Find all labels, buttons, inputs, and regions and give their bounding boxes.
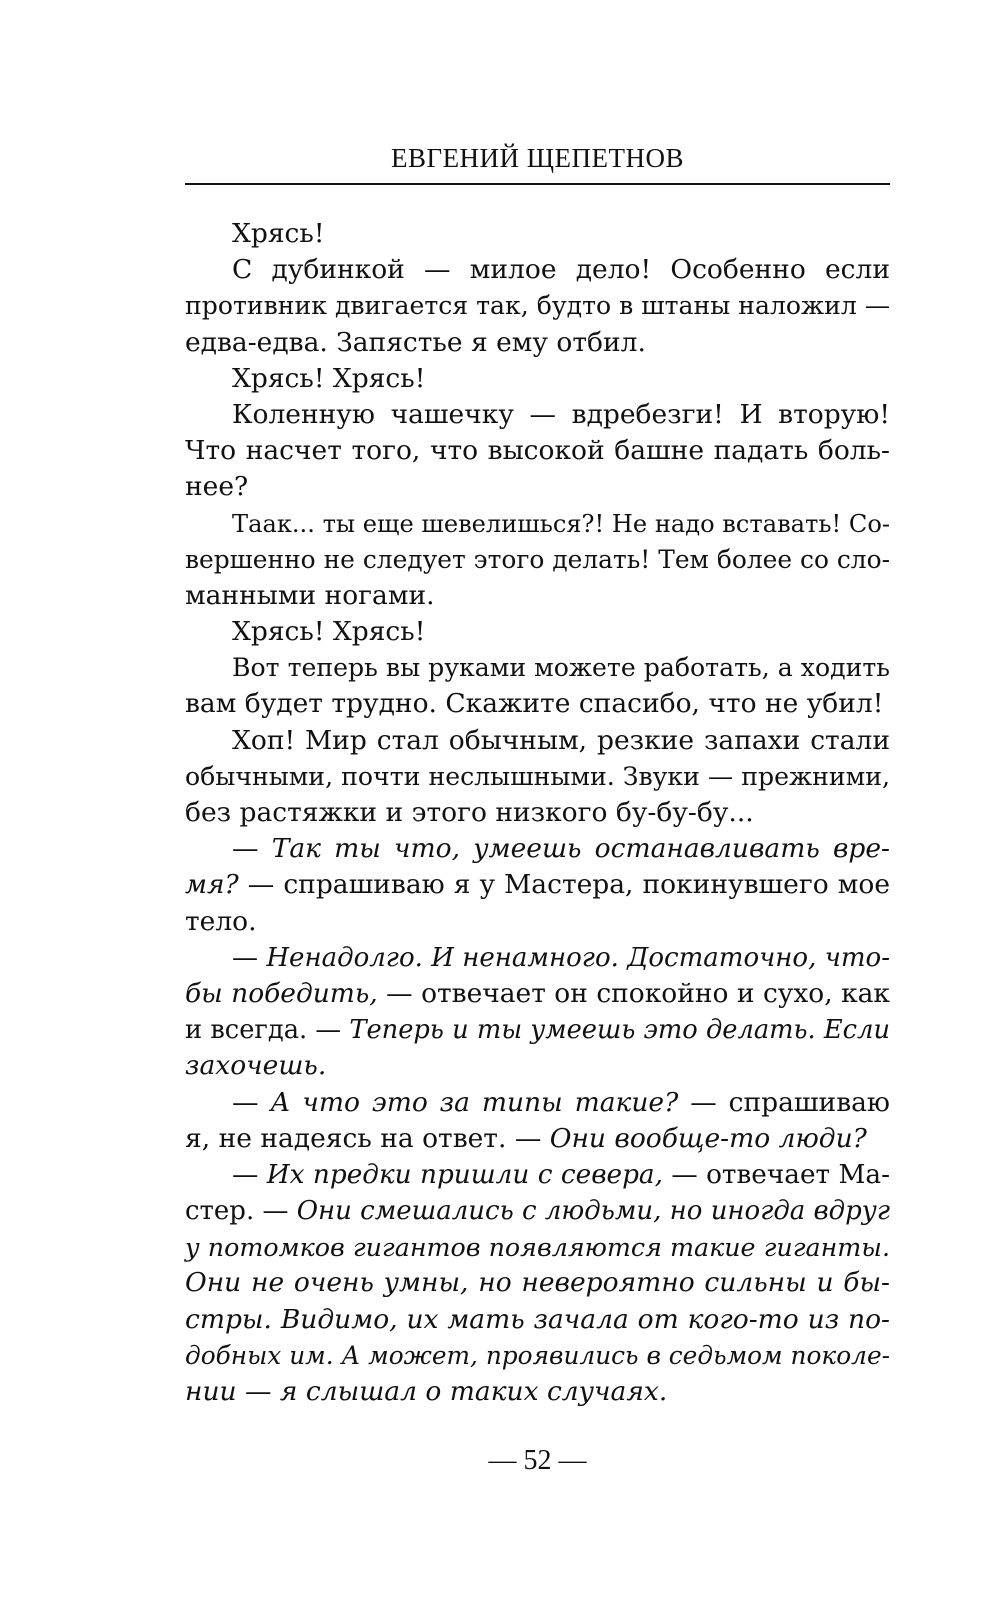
text-line bbox=[185, 831, 890, 867]
body-text bbox=[185, 216, 890, 1410]
text-line bbox=[185, 940, 890, 976]
text-line bbox=[185, 506, 890, 542]
text-line bbox=[185, 904, 890, 940]
text-span: я, не надеясь на ответ. — bbox=[185, 1122, 550, 1154]
text-line bbox=[185, 1157, 890, 1193]
italic-speech: Так ты что, умеешь останавливать вре- bbox=[271, 833, 890, 865]
text-span: стер. — bbox=[185, 1196, 297, 1227]
running-head: ЕВГЕНИЙ ЩЕПЕТНОВ bbox=[390, 143, 685, 173]
text-line bbox=[185, 469, 890, 505]
text-line bbox=[185, 252, 890, 288]
text-line bbox=[185, 1265, 890, 1301]
text-span: вершенно не следует этого делать! Тем более со сло- bbox=[185, 544, 890, 574]
text-line bbox=[185, 1121, 890, 1157]
text-line bbox=[185, 1048, 890, 1084]
text-span: Вот теперь вы руками можете работать, а ходить bbox=[232, 653, 890, 683]
italic-speech: мя? bbox=[185, 869, 239, 901]
italic-speech: Они смешались с людьми, но иногда вдруг bbox=[296, 1196, 890, 1227]
text-line bbox=[185, 433, 890, 469]
italic-speech: Их предки пришли с севера, bbox=[266, 1159, 663, 1190]
text-line bbox=[185, 614, 890, 650]
text-span: тело. bbox=[185, 905, 257, 937]
text-span: без растяжки и этого низкого бу-бу-бу... bbox=[185, 797, 754, 828]
text-span: обычными, почти неслышными. Звуки — прежними, bbox=[185, 761, 890, 791]
italic-speech: Теперь и ты умеешь это делать. Если bbox=[349, 1015, 890, 1046]
text-span: манными ногами. bbox=[185, 579, 435, 611]
page-number: — 52 — bbox=[488, 1445, 587, 1476]
italic-speech: добных им. А может, проявились в седьмом поколе- bbox=[185, 1340, 890, 1370]
text-line bbox=[185, 867, 890, 903]
text-span: Коленную чашечку — вдребезги! И вторую! bbox=[232, 398, 890, 430]
text-span: — bbox=[232, 1159, 267, 1190]
text-line bbox=[185, 361, 890, 397]
text-span: — bbox=[232, 942, 267, 973]
text-line bbox=[185, 1302, 890, 1338]
italic-speech: стры. Видимо, их мать зачала от кого-то из по- bbox=[185, 1303, 890, 1335]
text-span: С дубинкой — милое дело! Особенно если bbox=[232, 254, 890, 286]
text-span: противник двигается так, будто в штаны наложил — bbox=[185, 291, 890, 321]
text-line bbox=[185, 976, 890, 1012]
italic-speech: А что это за типы такие? bbox=[270, 1086, 679, 1118]
text-span: Что насчет того, что высокой башне падать боль- bbox=[185, 435, 890, 467]
text-span: нее? bbox=[185, 471, 249, 503]
text-line bbox=[185, 578, 890, 614]
text-line bbox=[185, 650, 890, 686]
text-line bbox=[185, 759, 890, 795]
text-line bbox=[185, 542, 890, 578]
text-span: — спрашиваю я у Мастера, покинувшего мое bbox=[238, 869, 890, 901]
text-span: Таак... ты еще шевелишься?! Не надо вставать! Со- bbox=[232, 509, 890, 538]
italic-speech: Они не очень умны, но невероятно сильны и бы- bbox=[185, 1267, 890, 1299]
text-span: Хоп! Мир стал обычным, резкие запахи стали bbox=[232, 724, 890, 756]
text-span: — bbox=[232, 1086, 271, 1118]
text-line bbox=[185, 1085, 890, 1121]
italic-speech: нии — я слышал о таких случаях. bbox=[185, 1376, 668, 1407]
text-line bbox=[185, 723, 890, 759]
text-span: Хрясь! Хрясь! bbox=[232, 616, 426, 648]
text-span: Хрясь! Хрясь! bbox=[232, 362, 426, 394]
text-line bbox=[185, 288, 890, 324]
text-span: — спрашиваю bbox=[678, 1086, 890, 1118]
italic-speech: Они вообще-то люди? bbox=[549, 1122, 867, 1154]
italic-speech: бы победить, bbox=[185, 977, 378, 1009]
text-line bbox=[185, 397, 890, 433]
header-rule bbox=[185, 183, 890, 185]
italic-speech: у потомков гигантов появляются такие гиганты. bbox=[185, 1232, 890, 1263]
text-line bbox=[185, 325, 890, 361]
text-line bbox=[185, 1229, 890, 1265]
text-span: — отвечает он спокойно и сухо, как bbox=[377, 977, 890, 1009]
italic-speech: Ненадолго. И ненамного. Достаточно, что- bbox=[266, 942, 890, 973]
text-span: и всегда. — bbox=[185, 1015, 350, 1046]
text-span: — bbox=[232, 833, 272, 865]
text-line bbox=[185, 1193, 890, 1229]
text-line bbox=[185, 795, 890, 831]
text-line bbox=[185, 1012, 890, 1048]
text-line bbox=[185, 1338, 890, 1374]
text-span: едва-едва. Запястье я ему отбил. bbox=[185, 326, 646, 358]
text-span: вам будет трудно. Скажите спасибо, что не убил! bbox=[185, 688, 884, 720]
text-line bbox=[185, 1374, 890, 1410]
text-line bbox=[185, 686, 890, 722]
text-span: Хрясь! bbox=[232, 218, 325, 249]
text-line bbox=[185, 216, 890, 252]
text-span: — отвечает Ма- bbox=[662, 1159, 890, 1190]
italic-speech: захочешь. bbox=[185, 1050, 327, 1082]
